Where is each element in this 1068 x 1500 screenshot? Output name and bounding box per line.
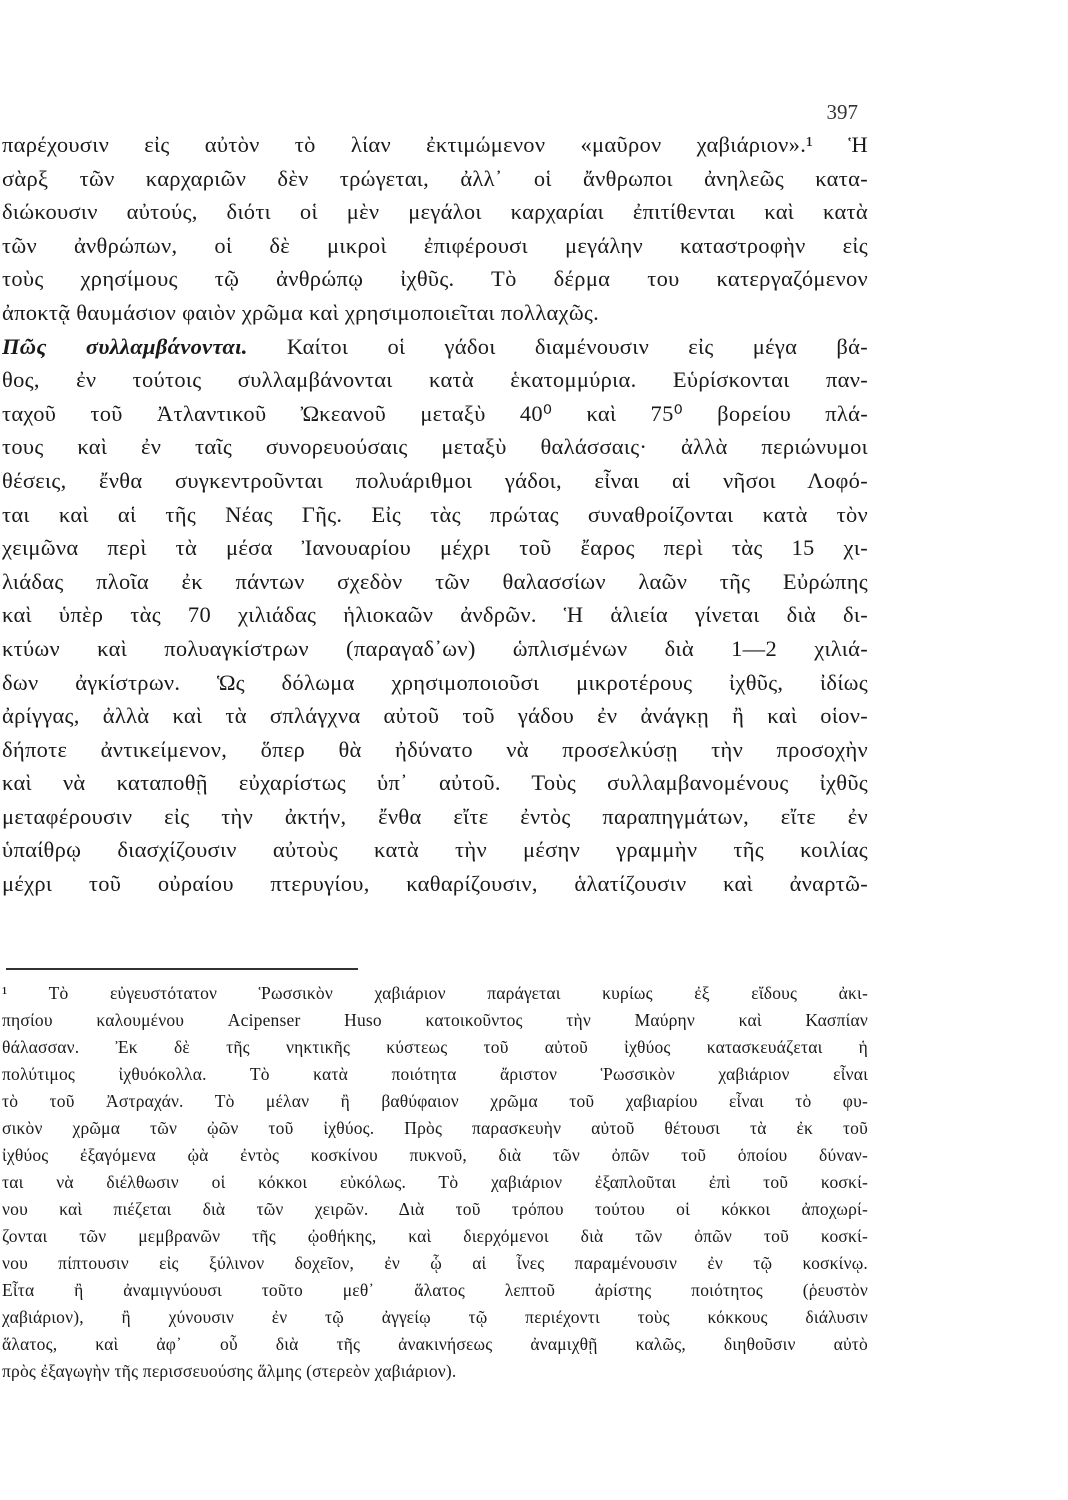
text-line: ἀποκτᾷ θαυμάσιον φαιὸν χρῶμα καὶ χρησιμοποιεῖται πολλαχῶς. xyxy=(2,299,600,325)
text-line: διώκουσιν αὐτούς, διότι οἱ μὲν μεγάλοι καρχαρίαι ἐπιτίθενται καὶ κατὰ xyxy=(2,199,868,225)
text-line: ται καὶ αἱ τῆς Νέας Γῆς. Εἰς τὰς πρώτας συναθροίζονται κατὰ τὸν xyxy=(2,501,868,527)
footnote-line: ¹ Τὸ εὐγευστότατον Ῥωσσικὸν χαβιάριον παράγεται κυρίως ἐξ εἴδους ἀκι- xyxy=(2,983,868,1003)
text-line: θος, ἐν τούτοις συλλαμβάνονται κατὰ ἑκατομμύρια. Εὑρίσκονται παν- xyxy=(2,367,868,393)
main-text xyxy=(2,128,868,901)
text-line: τῶν ἀνθρώπων, οἱ δὲ μικροὶ ἐπιφέρουσι μεγάλην καταστροφὴν εἰς xyxy=(2,232,868,258)
text-line: λιάδας πλοῖα ἐκ πάντων σχεδὸν τῶν θαλασσίων λαῶν τῆς Εὐρώπης xyxy=(2,568,868,594)
subheading-continuation: Καίτοι οἱ γάδοι διαμένουσιν εἰς μέγα βά- xyxy=(247,333,868,359)
text-line: τους καὶ ἐν ταῖς συνορευούσαις μεταξὺ θαλάσσαις· ἀλλὰ περιώνυμοι xyxy=(2,434,868,460)
text-line: παρέχουσιν εἰς αὐτὸν τὸ λίαν ἐκτιμώμενον «μαῦρον χαβιάριον».¹ Ἡ xyxy=(2,132,868,157)
section-subheading: Πῶς συλλαμβάνονται. xyxy=(2,333,248,359)
footnote-line: χαβιάριον), ἢ χύνουσιν ἐν τῷ ἀγγείῳ τῷ περιέχοντι τοὺς κόκκους διάλυσιν xyxy=(2,1307,868,1327)
footnote-line: νου πίπτουσιν εἰς ξύλινον δοχεῖον, ἐν ᾧ αἱ ἶνες παραμένουσιν ἐν τῷ κοσκίνῳ. xyxy=(2,1253,868,1273)
footnote-line: Εἶτα ἢ ἀναμιγνύουσι τοῦτο μεθ᾽ ἅλατος λεπτοῦ ἀρίστης ποιότητος (ῥευστὸν xyxy=(2,1280,868,1300)
text-line: θέσεις, ἔνθα συγκεντροῦνται πολυάριθμοι γάδοι, εἶναι αἱ νῆσοι Λοφό- xyxy=(2,467,868,493)
text-line-with-subheading xyxy=(2,330,868,364)
footnote-line: ται νὰ διέλθωσιν οἱ κόκκοι εὐκόλως. Τὸ χαβιάριον ἐξαπλοῦται ἐπὶ τοῦ κοσκί- xyxy=(2,1172,868,1192)
text-line: σὰρξ τῶν καρχαριῶν δὲν τρώγεται, ἀλλ᾽ οἱ ἄνθρωποι ἀνηλεῶς κατα- xyxy=(2,165,868,191)
text-line: κτύων καὶ πολυαγκίστρων (παραγαδ᾽ων) ὡπλισμένων διὰ 1—2 χιλιά- xyxy=(2,635,868,661)
footnote-line: ἅλατος, καὶ ἀφ᾽ οὗ διὰ τῆς ἀνακινήσεως ἀναμιχθῇ καλῶς, διηθοῦσιν αὐτὸ xyxy=(2,1334,868,1354)
footnote-line: θάλασσαν. Ἐκ δὲ τῆς νηκτικῆς κύστεως τοῦ αὐτοῦ ἰχθύος κατασκευάζεται ἡ xyxy=(2,1037,868,1057)
footnote-line: πησίου καλουμένου Acipenser Huso κατοικοῦντος τὴν Μαύρην καὶ Κασπίαν xyxy=(2,1010,868,1030)
text-line: καὶ ὑπὲρ τὰς 70 χιλιάδας ἡλιοκαῶν ἀνδρῶν. Ἡ ἁλιεία γίνεται διὰ δι- xyxy=(2,602,868,628)
text-line: μεταφέρουσιν εἰς τὴν ἀκτήν, ἔνθα εἴτε ἐντὸς παραπηγμάτων, εἴτε ἐν xyxy=(2,803,868,829)
footnote-separator xyxy=(6,968,358,970)
text-line: ὑπαίθρῳ διασχίζουσιν αὐτοὺς κατὰ τὴν μέσην γραμμὴν τῆς κοιλίας xyxy=(2,837,868,863)
footnote-line: πολύτιμος ἰχθυόκολλα. Τὸ κατὰ ποιότητα ἄριστον Ῥωσσικὸν χαβιάριον εἶναι xyxy=(2,1064,868,1084)
footnote-line: πρὸς ἐξαγωγὴν τῆς περισσευούσης ἅλμης (στερεὸν χαβιάριον). xyxy=(2,1361,457,1381)
footnote-line: ζονται τῶν μεμβρανῶν τῆς ᾠοθήκης, καὶ διερχόμενοι διὰ τῶν ὀπῶν τοῦ κοσκί- xyxy=(2,1226,868,1246)
footnote-line: τὸ τοῦ Ἀστραχάν. Τὸ μέλαν ἢ βαθύφαιον χρῶμα τοῦ χαβιαρίου εἶναι τὸ φυ- xyxy=(2,1091,868,1111)
page-number: 397 xyxy=(826,100,858,124)
text-line: ταχοῦ τοῦ Ἀτλαντικοῦ Ὠκεανοῦ μεταξὺ 40⁰ καὶ 75⁰ βορείου πλά- xyxy=(2,400,868,426)
footnote-block xyxy=(2,980,868,1385)
text-line: χειμῶνα περὶ τὰ μέσα Ἰανουαρίου μέχρι τοῦ ἔαρος περὶ τὰς 15 χι- xyxy=(2,535,868,561)
footnote-line: σικὸν χρῶμα τῶν ᾠῶν τοῦ ἰχθύος. Πρὸς παρασκευὴν αὐτοῦ θέτουσι τὰ ἐκ τοῦ xyxy=(2,1118,868,1138)
text-line: τοὺς χρησίμους τῷ ἀνθρώπῳ ἰχθῦς. Τὸ δέρμα του κατεργαζόμενον xyxy=(2,266,868,292)
footnote-line: ἰχθύος ἐξαγόμενα ᾠὰ ἐντὸς κοσκίνου πυκνοῦ, διὰ τῶν ὀπῶν τοῦ ὁποίου δύναν- xyxy=(2,1145,868,1165)
text-line: καὶ νὰ καταποθῇ εὐχαρίστως ὑπ᾽ αὐτοῦ. Τοὺς συλλαμβανομένους ἰχθῦς xyxy=(2,770,868,796)
text-line: δήποτε ἀντικείμενον, ὅπερ θὰ ἠδύνατο νὰ προσελκύσῃ τὴν προσοχὴν xyxy=(2,736,868,762)
text-line: ἀρίγγας, ἀλλὰ καὶ τὰ σπλάγχνα αὐτοῦ τοῦ γάδου ἐν ἀνάγκῃ ἢ καὶ οἱον- xyxy=(2,703,868,729)
text-line: δων ἀγκίστρων. Ὡς δόλωμα χρησιμοποιοῦσι μικροτέρους ἰχθῦς, ἰδίως xyxy=(2,669,868,695)
text-line: μέχρι τοῦ οὐραίου πτερυγίου, καθαρίζουσιν, ἁλατίζουσιν καὶ ἀναρτῶ- xyxy=(2,871,868,897)
footnote-line: νου καὶ πιέζεται διὰ τῶν χειρῶν. Διὰ τοῦ τρόπου τούτου οἱ κόκκοι ἀποχωρί- xyxy=(2,1199,868,1219)
